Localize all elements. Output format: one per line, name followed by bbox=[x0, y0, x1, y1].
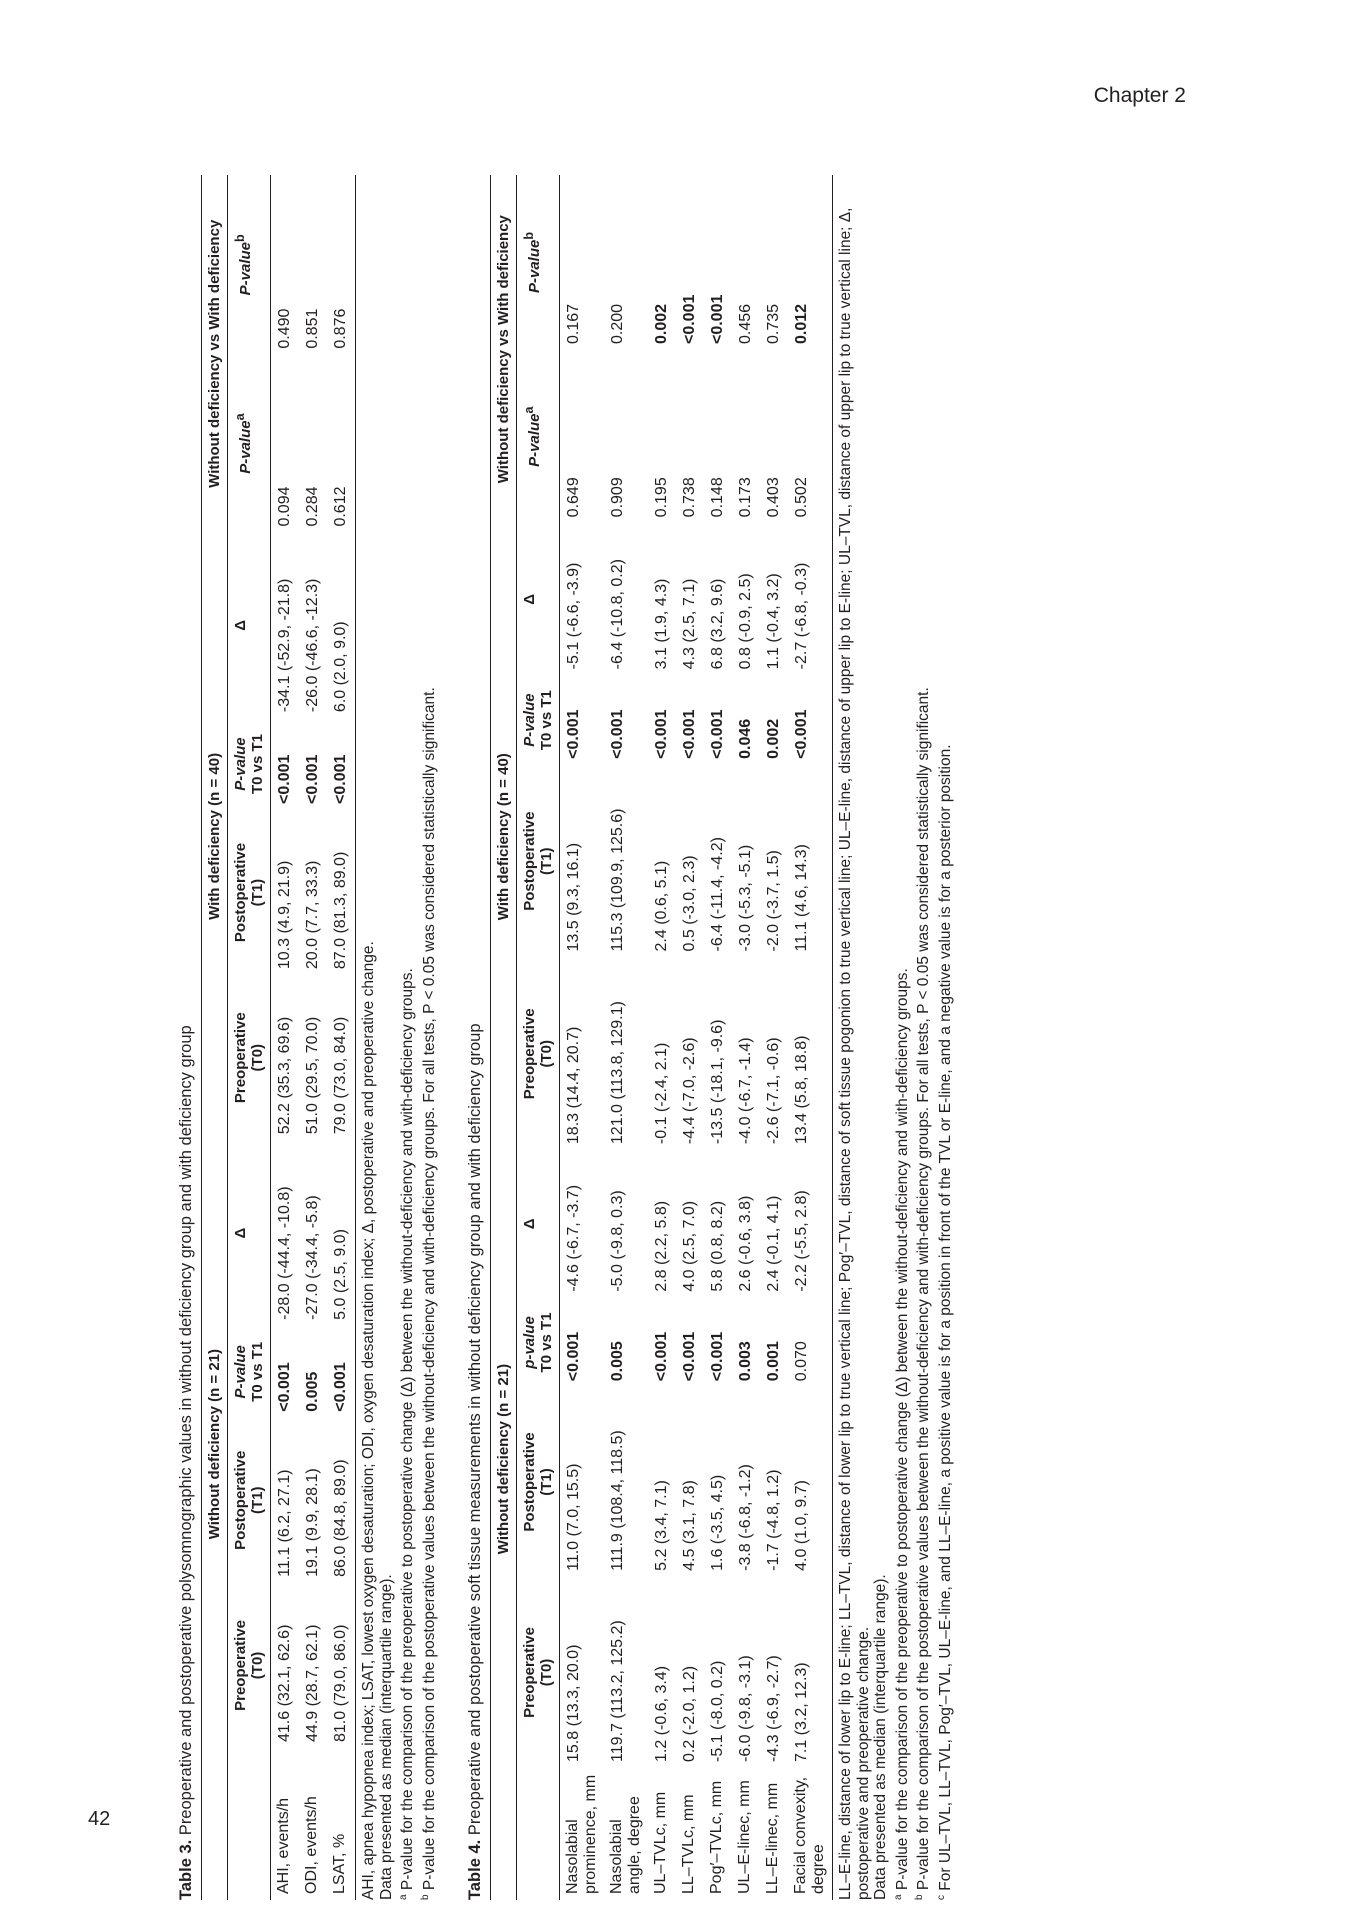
table4-col-pvalue: p-value T0 vs T1 bbox=[517, 1298, 560, 1388]
table-row bbox=[271, 175, 300, 1900]
row-label: LL–TVLc, mm bbox=[680, 1794, 698, 1894]
table-cell: 0.070 bbox=[793, 1341, 811, 1382]
table-cell: -28.0 (-44.4, -10.8) bbox=[276, 1186, 293, 1320]
table4-col-pvalue-2: P-value T0 vs T1 bbox=[517, 675, 560, 765]
table-cell: 11.1 (4.6, 14.3) bbox=[793, 844, 811, 952]
table-cell: 19.1 (9.9, 28.1) bbox=[304, 1468, 321, 1577]
table-cell: 6.8 (3.2, 9.6) bbox=[709, 578, 727, 670]
table3-notes bbox=[360, 175, 438, 1900]
table-cell: 2.4 (0.6, 5.1) bbox=[653, 860, 671, 952]
table-row bbox=[327, 175, 356, 1900]
table-cell: 1.6 (-3.5, 4.5) bbox=[709, 1474, 727, 1571]
table-cell: <0.001 bbox=[681, 1331, 699, 1382]
table4-notes bbox=[837, 175, 954, 1900]
table-cell: 0.094 bbox=[276, 486, 293, 527]
table-row bbox=[788, 175, 833, 1900]
table-row bbox=[299, 175, 327, 1900]
table3-note-a: $^a$ P-value for the comparison of the preoperative to postoperative change (Δ) between the without-deficiency and with-deficiency groups. bbox=[398, 968, 417, 1900]
table-cell: -5.0 (-9.8, 0.3) bbox=[609, 1190, 627, 1292]
table-cell: 1.2 (-0.6, 3.4) bbox=[653, 1665, 671, 1762]
rotated-tables-block bbox=[175, 175, 1195, 1900]
table-cell: <0.001 bbox=[653, 709, 671, 759]
table-cell: <0.001 bbox=[276, 754, 293, 804]
table-cell: 81.0 (79.0, 86.0) bbox=[332, 1624, 349, 1742]
table-cell: -6.4 (-11.4, -4.2) bbox=[709, 837, 727, 952]
table-cell: 0.456 bbox=[737, 303, 755, 345]
table-cell: 4.0 (1.0, 9.7) bbox=[793, 1480, 811, 1571]
table3-caption bbox=[175, 175, 197, 1900]
table-row bbox=[648, 175, 676, 1900]
table-cell: <0.001 bbox=[565, 709, 583, 759]
table-cell: 11.0 (7.0, 15.5) bbox=[565, 1463, 583, 1571]
table-cell: -4.6 (-6.7, -3.7) bbox=[565, 1184, 583, 1292]
table-cell: -5.1 (-8.0, 0.2) bbox=[709, 1660, 727, 1762]
table-cell: 0.5 (-3.0, 2.3) bbox=[681, 855, 699, 952]
table-cell: 6.0 (2.0, 9.0) bbox=[332, 621, 349, 713]
table-cell: 0.612 bbox=[332, 486, 349, 527]
table-cell: 0.148 bbox=[709, 477, 727, 518]
table-cell: 0.738 bbox=[681, 477, 699, 518]
row-label: UL–TVLc, mm bbox=[652, 1791, 670, 1894]
table-cell: 5.2 (3.4, 7.1) bbox=[653, 1480, 671, 1571]
table-cell: 0.284 bbox=[304, 486, 321, 527]
page-number: 42 bbox=[88, 1808, 111, 1830]
table-row bbox=[560, 175, 605, 1900]
row-label: Nasolabial angle, degree bbox=[608, 1796, 644, 1894]
table-cell: 2.4 (-0.1, 4.1) bbox=[765, 1195, 783, 1292]
table-cell: <0.001 bbox=[304, 754, 321, 804]
table4-note-c: $^c$ For UL–TVL, LL–TVL, Pog′–TVL, UL–E-line, and LL–E-line, a positive value is for a position in front of the TVL or E-line, and a negative value is for a posterior position. bbox=[936, 744, 955, 1900]
table-cell: 0.167 bbox=[565, 303, 583, 345]
table-cell: -4.0 (-6.7, -1.4) bbox=[737, 1037, 755, 1145]
chapter-header: Chapter 2 bbox=[1093, 84, 1186, 107]
table-cell: -2.6 (-7.1, -0.6) bbox=[765, 1037, 783, 1145]
table4-note-a: $^a$ P-value for the comparison of the preoperative to postoperative change (Δ) between the without-deficiency and with-deficiency groups. bbox=[892, 968, 911, 1900]
table-cell: <0.001 bbox=[709, 294, 727, 345]
table3-col-pvalue: P-value T0 vs T1 bbox=[228, 1326, 271, 1418]
table-cell: -3.0 (-5.3, -5.1) bbox=[737, 844, 755, 952]
table-cell: 4.0 (2.5, 7.0) bbox=[681, 1200, 699, 1292]
table-cell: 5.8 (0.8, 8.2) bbox=[709, 1200, 727, 1292]
table4-caption bbox=[464, 175, 486, 1900]
table-cell: -6.4 (-10.8, 0.2) bbox=[609, 559, 627, 670]
table-cell: 52.2 (35.3, 69.6) bbox=[276, 1016, 293, 1135]
table-cell: 87.0 (81.3, 89.0) bbox=[332, 851, 349, 970]
table-cell: <0.001 bbox=[276, 1362, 293, 1412]
table-cell: 115.3 (109.9, 125.6) bbox=[609, 808, 627, 952]
table4-col-post: Postoperative (T1) bbox=[517, 1387, 560, 1577]
row-label: UL–E-linec, mm bbox=[736, 1780, 754, 1894]
table-row bbox=[676, 175, 704, 1900]
table-cell: 0.403 bbox=[765, 477, 783, 518]
row-label: AHI, events/h bbox=[275, 1797, 292, 1894]
table-cell: -26.0 (-46.6, -12.3) bbox=[304, 578, 321, 713]
table3-col-pre: Preoperative (T0) bbox=[228, 1583, 271, 1748]
table-cell: 5.0 (2.5, 9.0) bbox=[332, 1229, 349, 1320]
table-cell: 15.8 (13.3, 20.0) bbox=[565, 1644, 583, 1762]
table-cell: 79.0 (73.0, 84.0) bbox=[332, 1016, 349, 1135]
table-cell: 0.003 bbox=[737, 1341, 755, 1382]
table-cell: 0.005 bbox=[304, 1371, 321, 1412]
table4-group-with: With deficiency (n = 40) bbox=[491, 523, 517, 1150]
table3-col-pvalue-2: P-value T0 vs T1 bbox=[228, 718, 271, 810]
table-cell: 0.735 bbox=[765, 303, 783, 345]
table-row bbox=[704, 175, 732, 1900]
table-cell: 13.4 (5.8, 18.8) bbox=[793, 1035, 811, 1145]
table-cell: 44.9 (28.7, 62.1) bbox=[304, 1624, 321, 1742]
table-cell: 0.001 bbox=[765, 1341, 783, 1382]
table-cell: -0.1 (-2.4, 2.1) bbox=[653, 1042, 671, 1145]
table-cell: -2.7 (-6.8, -0.3) bbox=[793, 562, 811, 670]
table-cell: 2.8 (2.2, 5.8) bbox=[653, 1200, 671, 1292]
table-cell: 51.0 (29.5, 70.0) bbox=[304, 1016, 321, 1135]
table-cell: 0.002 bbox=[765, 718, 783, 759]
table-row bbox=[732, 175, 760, 1900]
table4-col-delta: Δ bbox=[517, 1150, 560, 1298]
table4-caption-text: Preoperative and postoperative soft tissue measurements in without deficiency group and with deficiency group bbox=[466, 1023, 485, 1836]
table-cell: 0.195 bbox=[653, 477, 671, 518]
table-cell: <0.001 bbox=[681, 709, 699, 759]
table-cell: 0.005 bbox=[609, 1341, 627, 1382]
table4-col-pre-2: Preoperative (T0) bbox=[517, 957, 560, 1150]
table-cell: <0.001 bbox=[565, 1331, 583, 1382]
table-cell: 0.909 bbox=[609, 477, 627, 518]
table3-col-delta-2: Δ bbox=[228, 533, 271, 719]
table-cell: <0.001 bbox=[709, 709, 727, 759]
table4-group-without: Without deficiency (n = 21) bbox=[491, 1150, 517, 1768]
table4-label: Table 4. bbox=[466, 1839, 485, 1900]
table-cell: 0.046 bbox=[737, 718, 755, 759]
table-cell: -4.3 (-6.9, -2.7) bbox=[765, 1655, 783, 1762]
table3-col-pa: P-value$^a$ bbox=[228, 355, 271, 533]
table-cell: 0.012 bbox=[793, 303, 811, 345]
table-cell: -2.2 (-5.5, 2.8) bbox=[793, 1190, 811, 1292]
table-cell: -13.5 (-18.1, -9.6) bbox=[709, 1019, 727, 1145]
table4-col-delta-2: Δ bbox=[517, 523, 560, 675]
table-cell: <0.001 bbox=[653, 1331, 671, 1382]
table3-note-median: Data presented as median (interquartile range). bbox=[377, 1574, 395, 1900]
table-cell: 0.851 bbox=[304, 308, 321, 349]
table4-col-pre: Preoperative (T0) bbox=[517, 1577, 560, 1768]
table4-group-comparison: Without deficiency vs With deficiency bbox=[491, 175, 517, 523]
row-label: Nasolabial prominence, mm bbox=[564, 1774, 600, 1894]
table3-note-abbrev: AHI, apnea hypopnea index; LSAT, lowest oxygen desaturation; ODI, oxygen desaturation index; Δ, postoperative and preoperative change. bbox=[360, 941, 377, 1900]
table-row bbox=[604, 175, 648, 1900]
table-cell: <0.001 bbox=[709, 1331, 727, 1382]
table3-col-pre-2: Preoperative (T0) bbox=[228, 975, 271, 1140]
row-label: Facial convexity, degree bbox=[792, 1776, 828, 1894]
table-cell: 0.876 bbox=[332, 308, 349, 349]
table-cell: <0.001 bbox=[609, 709, 627, 759]
table4-note-median: Data presented as median (interquartile range). bbox=[872, 1574, 890, 1900]
table-cell: 0.502 bbox=[793, 477, 811, 518]
table-cell: 10.3 (4.9, 21.9) bbox=[276, 860, 293, 970]
table-cell: 2.6 (-0.6, 3.8) bbox=[737, 1195, 755, 1292]
table4 bbox=[490, 175, 833, 1900]
table-cell: 0.200 bbox=[609, 303, 627, 345]
table3-label: Table 3. bbox=[177, 1839, 195, 1900]
row-label: Pog′–TVLc, mm bbox=[708, 1780, 726, 1894]
table4-col-post-2: Postoperative (T1) bbox=[517, 765, 560, 958]
table-cell: 121.0 (113.8, 129.1) bbox=[609, 1001, 627, 1145]
table-cell: 18.3 (14.4, 20.7) bbox=[565, 1026, 583, 1145]
table3-group-with: With deficiency (n = 40) bbox=[202, 533, 228, 1141]
table-row bbox=[760, 175, 788, 1900]
table-cell: -4.4 (-7.0, -2.6) bbox=[681, 1037, 699, 1145]
table-cell: 4.3 (2.5, 7.1) bbox=[681, 578, 699, 670]
table4-note-b: $^b$ P-value for the comparison of the postoperative values between the without-deficiency and with-deficiency groups. For all tests, P < 0.05 was considered statistically significant. bbox=[914, 687, 933, 1900]
table-cell: <0.001 bbox=[332, 754, 349, 804]
table-cell: 7.1 (3.2, 12.3) bbox=[793, 1662, 811, 1762]
table-cell: 0.8 (-0.9, 2.5) bbox=[737, 573, 755, 670]
table3-col-post-2: Postoperative (T1) bbox=[228, 810, 271, 975]
table-cell: 3.1 (1.9, 4.3) bbox=[653, 578, 671, 670]
table-cell: -34.1 (-52.9, -21.8) bbox=[276, 578, 293, 713]
table-cell: -5.1 (-6.6, -3.9) bbox=[565, 562, 583, 670]
table-cell: 86.0 (84.8, 89.0) bbox=[332, 1459, 349, 1577]
table-cell: 20.0 (7.7, 33.3) bbox=[304, 860, 321, 970]
table-cell: -2.0 (-3.7, 1.5) bbox=[765, 850, 783, 952]
table-cell: -6.0 (-9.8, -3.1) bbox=[737, 1655, 755, 1762]
table-cell: 111.9 (108.4, 118.5) bbox=[609, 1430, 627, 1571]
table3 bbox=[201, 175, 356, 1900]
row-label: ODI, events/h bbox=[303, 1796, 320, 1894]
table4-col-pb: P-value$^b$ bbox=[517, 175, 560, 350]
table3-group-without: Without deficiency (n = 21) bbox=[202, 1140, 228, 1748]
table-cell: 13.5 (9.3, 16.1) bbox=[565, 842, 583, 952]
table-cell: 4.5 (3.1, 7.8) bbox=[681, 1480, 699, 1571]
row-label: LL–E-linec, mm bbox=[764, 1782, 782, 1894]
table3-col-pb: P-value$^b$ bbox=[228, 175, 271, 355]
table3-group-comparison: Without deficiency vs With deficiency bbox=[202, 175, 228, 533]
table-cell: 0.002 bbox=[653, 303, 671, 345]
table-cell: <0.001 bbox=[681, 294, 699, 345]
table-cell: 0.173 bbox=[737, 477, 755, 518]
table-cell: 119.7 (113.2, 125.2) bbox=[609, 1620, 627, 1762]
table-cell: 0.649 bbox=[565, 477, 583, 518]
table-cell: 0.2 (-2.0, 1.2) bbox=[681, 1665, 699, 1762]
table4-col-pa: P-value$^a$ bbox=[517, 350, 560, 523]
table-cell: -3.8 (-6.8, -1.2) bbox=[737, 1464, 755, 1571]
table-cell: 1.1 (-0.4, 3.2) bbox=[765, 573, 783, 670]
table-cell: -1.7 (-4.8, 1.2) bbox=[765, 1469, 783, 1571]
table-cell: 11.1 (6.2, 27.1) bbox=[276, 1469, 293, 1577]
table-cell: -27.0 (-34.4, -5.8) bbox=[304, 1195, 321, 1320]
table4-note-abbrev: LL–E-line, distance of lower lip to E-line; LL–TVL, distance of lower lip to true vertical line; Pog′–TVL, distance of soft tissue pogonion to true vertical line; UL–E-line, distance of upper lip to E-line; UL–TVL, distance of upper lip to true vertical line; Δ, postoperative and preoperative change. bbox=[837, 207, 872, 1900]
table-cell: 41.6 (32.1, 62.6) bbox=[276, 1624, 293, 1742]
table-cell: <0.001 bbox=[332, 1362, 349, 1412]
table3-caption-text: Preoperative and postoperative polysomnographic values in without deficiency group and with deficiency group bbox=[177, 1025, 195, 1836]
row-label: LSAT, % bbox=[331, 1833, 348, 1894]
table3-col-post: Postoperative (T1) bbox=[228, 1418, 271, 1583]
table-cell: <0.001 bbox=[793, 709, 811, 759]
table-cell: 0.490 bbox=[276, 308, 293, 349]
table3-note-b: $^b$ P-value for the comparison of the postoperative values between the without-deficiency and with-deficiency groups. For all tests, P < 0.05 was considered statistically significant. bbox=[419, 687, 438, 1900]
table3-col-delta: Δ bbox=[228, 1140, 271, 1326]
